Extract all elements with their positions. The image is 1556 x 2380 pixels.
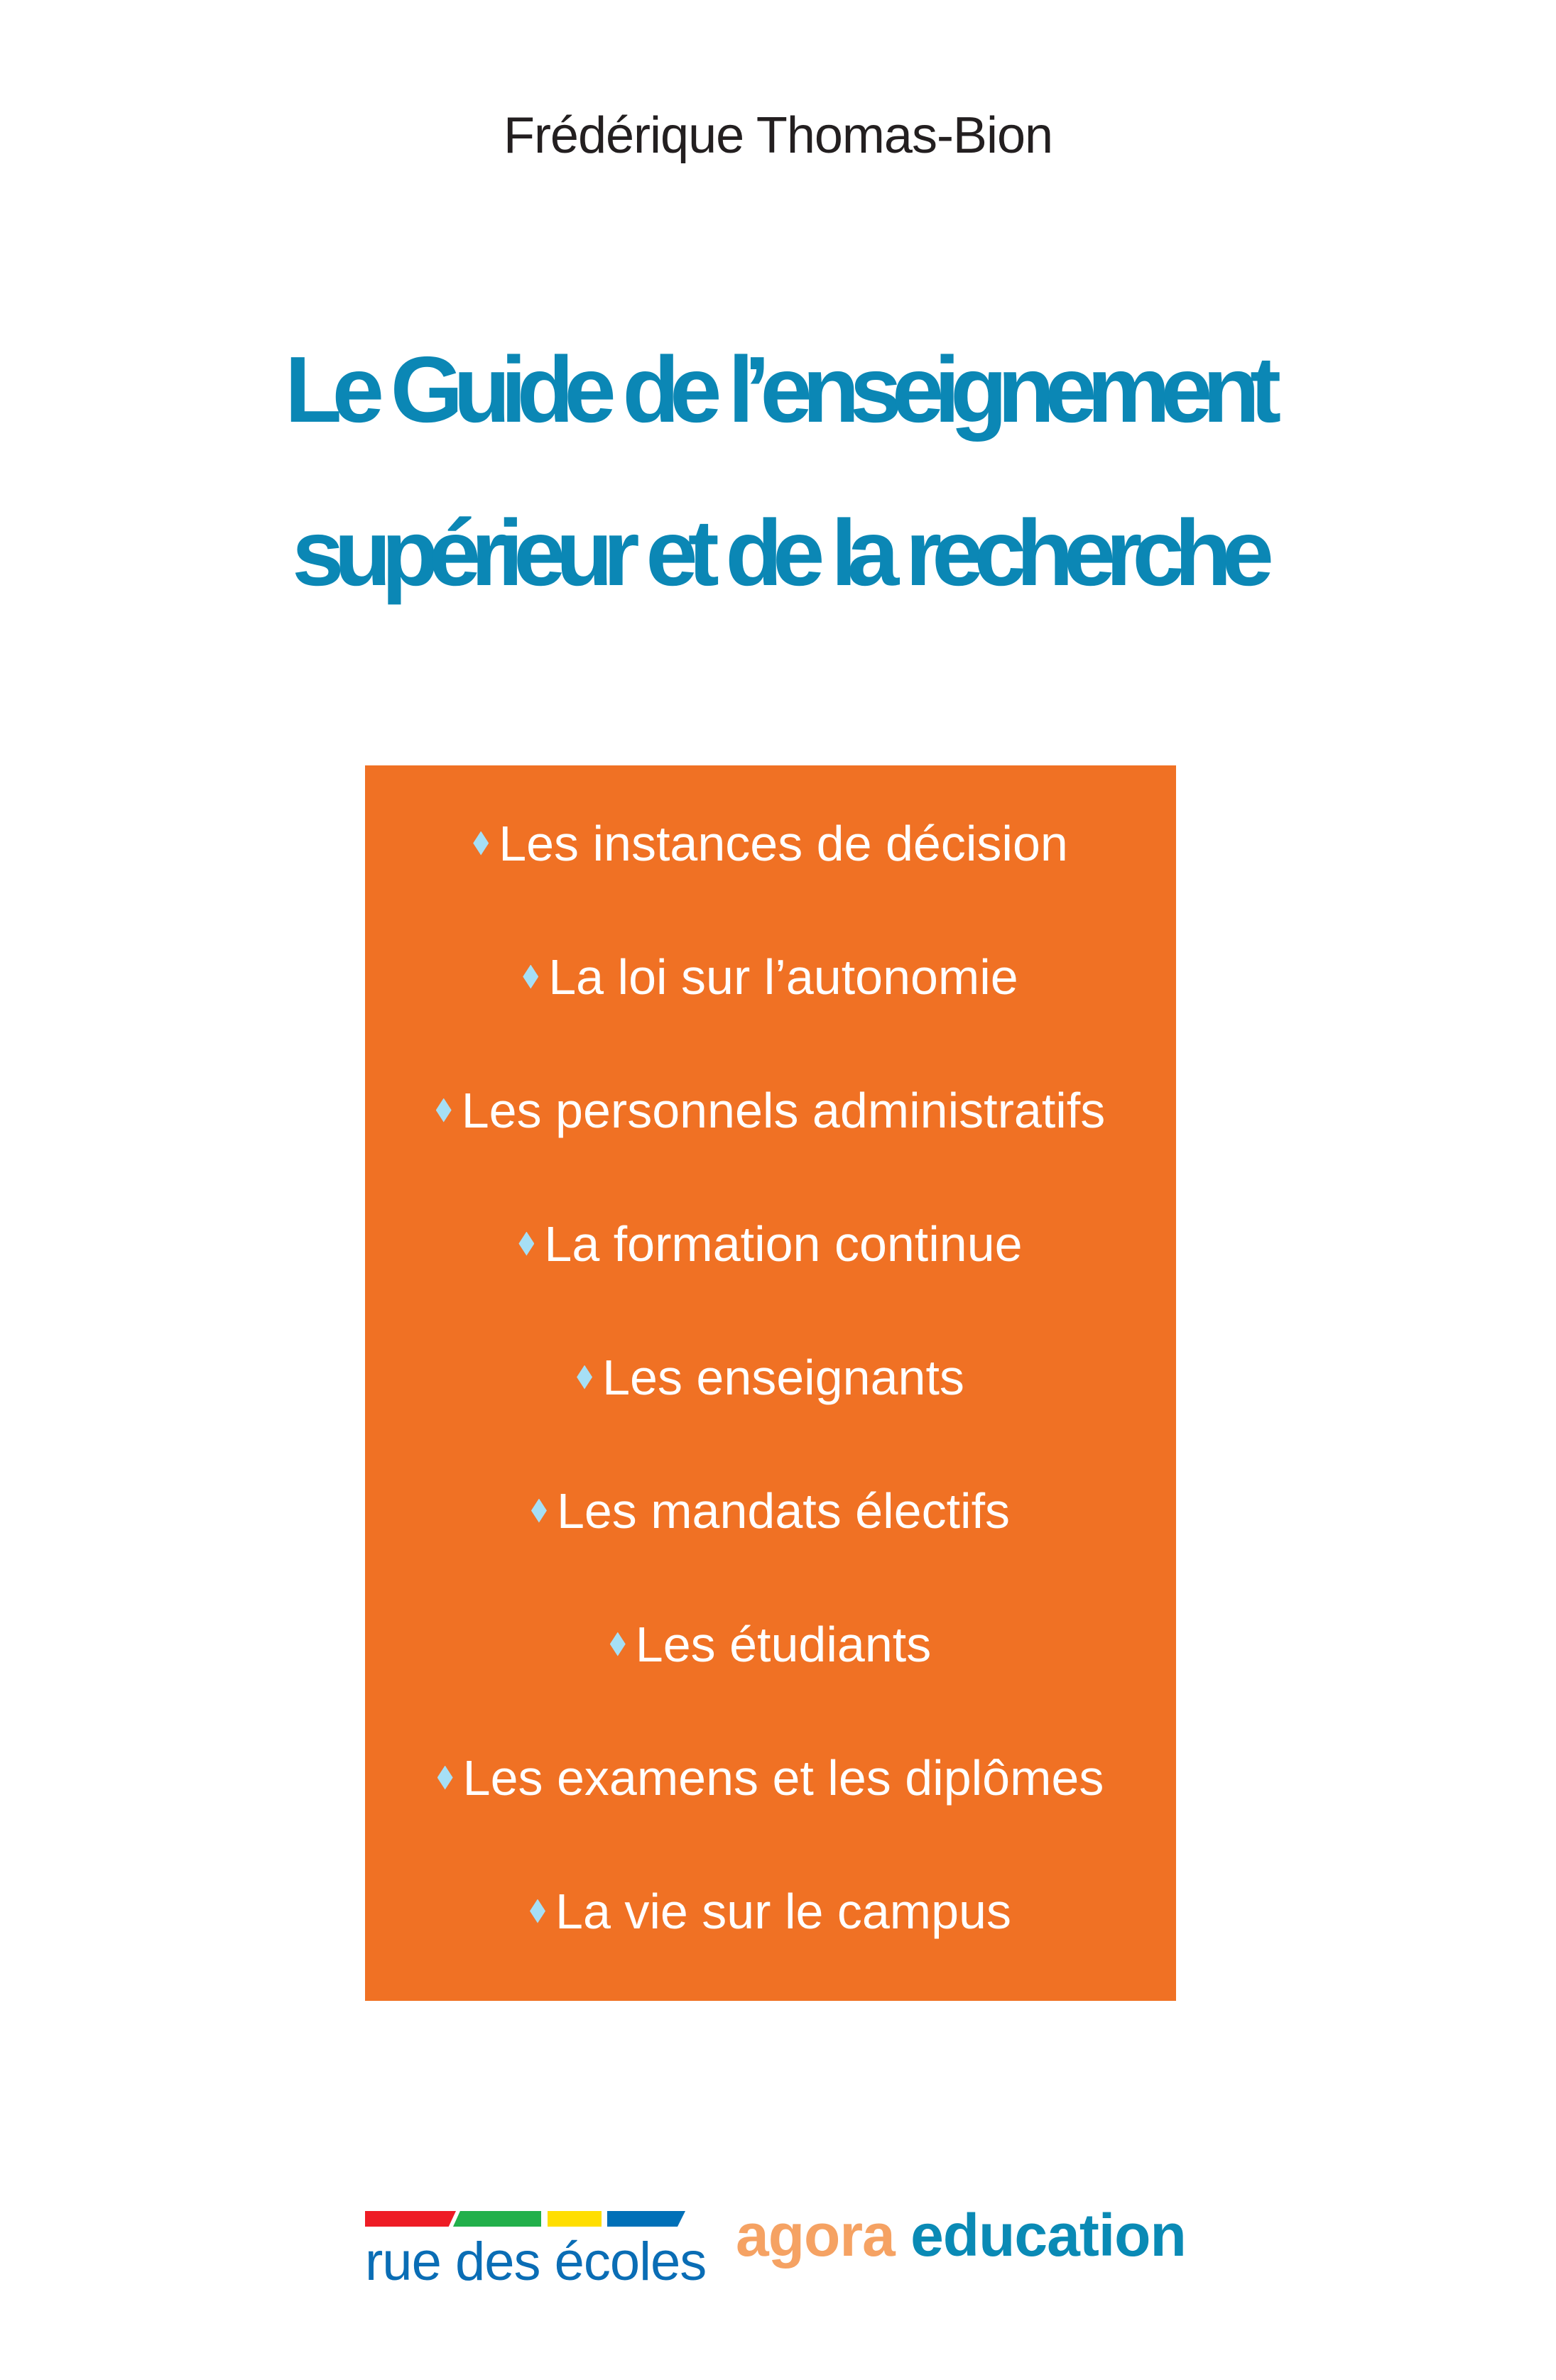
- topic-item: [365, 1349, 1176, 1406]
- topic-label: Les mandats électifs: [556, 1483, 1011, 1539]
- topic-label: La loi sur l’autonomie: [548, 949, 1018, 1005]
- diamond-bullet-icon: [610, 1632, 626, 1656]
- topic-label: La vie sur le campus: [555, 1884, 1011, 1939]
- rue-des-ecoles-logo: [365, 2210, 707, 2292]
- topics-box: [365, 765, 1176, 2001]
- title-line-2: [0, 497, 1556, 609]
- topic-label: Les instances de décision: [499, 816, 1068, 871]
- topic-item: [365, 1883, 1176, 1940]
- topic-label: La formation continue: [544, 1216, 1023, 1272]
- diamond-bullet-icon: [531, 1499, 547, 1523]
- diamond-bullet-icon: [473, 831, 489, 856]
- logo-bar-green: [453, 2211, 541, 2227]
- diamond-bullet-icon: [436, 1098, 452, 1123]
- education-text: education: [910, 2202, 1186, 2269]
- title-line-1: [0, 334, 1556, 446]
- title-line-2-text: supérieur et de la recherche: [292, 501, 1264, 605]
- topic-label: Les examens et les diplômes: [462, 1750, 1104, 1806]
- topic-item: [365, 949, 1176, 1005]
- agora-education-logo: [736, 2201, 1186, 2270]
- topic-item: [365, 1616, 1176, 1673]
- topic-label: Les enseignants: [602, 1350, 964, 1405]
- diamond-bullet-icon: [437, 1766, 453, 1790]
- author-name: Frédérique Thomas-Bion: [503, 107, 1053, 164]
- logo-bar-blue: [607, 2211, 685, 2227]
- topic-item: [365, 1749, 1176, 1806]
- diamond-bullet-icon: [523, 965, 538, 989]
- logo-bar-red: [365, 2211, 456, 2227]
- topic-item: [365, 1216, 1176, 1272]
- rue-des-ecoles-text: rue des écoles: [365, 2232, 707, 2292]
- diamond-bullet-icon: [530, 1899, 545, 1923]
- agora-text: agora: [736, 2202, 895, 2269]
- topic-label: Les étudiants: [635, 1617, 932, 1672]
- logo-bar-yellow: [548, 2211, 602, 2227]
- title-line-1-text: Le Guide de l’enseignement: [284, 337, 1272, 442]
- topic-item: [365, 1483, 1176, 1539]
- topic-label: Les personnels administratifs: [461, 1083, 1106, 1138]
- diamond-bullet-icon: [577, 1365, 592, 1390]
- diamond-bullet-icon: [518, 1232, 534, 1256]
- topic-item: [365, 815, 1176, 872]
- topic-item: [365, 1082, 1176, 1139]
